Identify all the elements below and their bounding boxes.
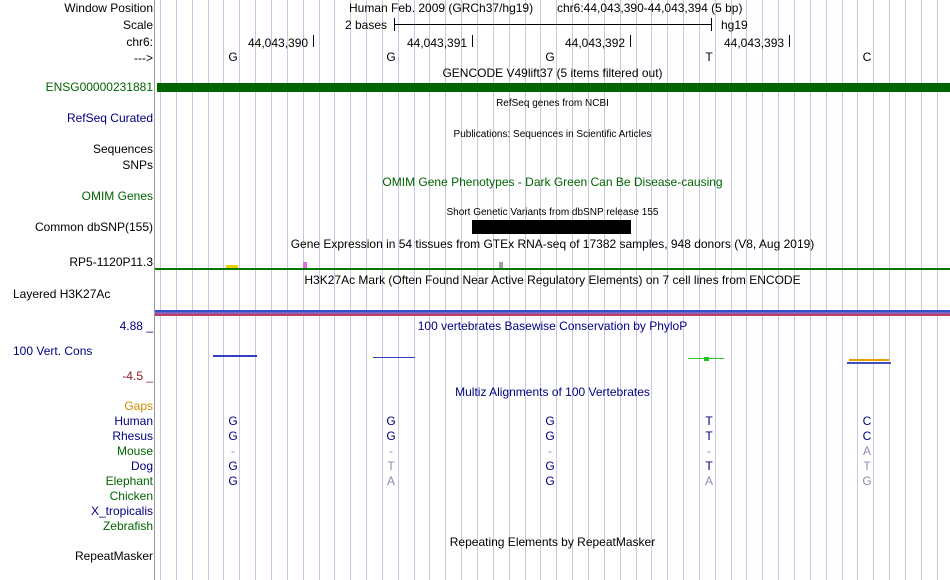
repeatmasker-label[interactable]: RepeatMasker bbox=[74, 549, 153, 563]
alignment-base: G bbox=[228, 429, 238, 443]
ensg-label[interactable]: ENSG00000231881 bbox=[45, 80, 153, 94]
snps-label[interactable]: SNPs bbox=[122, 158, 153, 172]
species-zebrafish-label: Zebrafish bbox=[102, 519, 153, 533]
h3k27ac-layer bbox=[155, 314, 950, 316]
alignment-base: T bbox=[863, 459, 871, 473]
phylop-title: 100 vertebrates Basewise Conservation by PhyloP bbox=[417, 319, 688, 333]
sequence-base: G bbox=[386, 50, 396, 64]
alignment-base: G bbox=[545, 414, 555, 428]
species-human-label: Human bbox=[114, 414, 153, 428]
alignment-base: T bbox=[705, 459, 713, 473]
h3k27ac-title: H3K27Ac Mark (Often Found Near Active Regulatory Elements) on 7 cell lines from ENCODE bbox=[304, 273, 801, 287]
species-xtropicalis-label: X_tropicalis bbox=[90, 504, 153, 518]
dbsnp-title: Short Genetic Variants from dbSNP release 155 bbox=[446, 207, 659, 218]
strand-label: ---> bbox=[134, 51, 153, 65]
dbsnp-label[interactable]: Common dbSNP(155) bbox=[34, 220, 153, 234]
window-position-label: Window Position bbox=[64, 1, 153, 15]
phylop-score bbox=[213, 355, 257, 357]
scale-bar-left-end bbox=[394, 18, 395, 31]
phylop-score bbox=[847, 362, 891, 364]
gtex-baseline bbox=[155, 268, 950, 270]
alignment-base: T bbox=[705, 414, 713, 428]
gtex-title: Gene Expression in 54 tissues from GTEx RNA-seq of 17382 samples, 948 donors (V8, Aug 2019) bbox=[290, 237, 815, 251]
coord-tick bbox=[630, 35, 631, 47]
scale-bases: 2 bases bbox=[345, 18, 388, 32]
ensg-gene-bar[interactable] bbox=[157, 83, 950, 92]
sequences-label[interactable]: Sequences bbox=[92, 142, 153, 156]
coord-label: 44,043,393 bbox=[724, 36, 785, 50]
alignment-base: C bbox=[862, 429, 872, 443]
scale-bar-right-end bbox=[711, 18, 712, 31]
coord-tick bbox=[472, 35, 473, 47]
species-chicken-label: Chicken bbox=[109, 489, 153, 503]
alignment-base: - bbox=[548, 444, 552, 458]
label-separator bbox=[154, 0, 155, 580]
alignment-base: G bbox=[386, 429, 396, 443]
alignment-base: - bbox=[707, 444, 711, 458]
refseq-title: RefSeq genes from NCBI bbox=[496, 98, 609, 109]
alignment-base: G bbox=[386, 414, 396, 428]
species-dog-label: Dog bbox=[130, 459, 153, 473]
cons-min-label: -4.5 _ bbox=[122, 369, 153, 383]
scale-label: Scale bbox=[122, 18, 153, 32]
alignment-base: A bbox=[704, 474, 713, 488]
phylop-score bbox=[704, 357, 709, 361]
alignment-base: T bbox=[387, 459, 395, 473]
coord-label: 44,043,391 bbox=[407, 36, 468, 50]
alignment-base: A bbox=[386, 474, 395, 488]
sequence-base: C bbox=[862, 50, 872, 64]
cons-max-label: 4.88 _ bbox=[119, 319, 153, 333]
scale-bar bbox=[394, 24, 712, 25]
alignment-base: - bbox=[389, 444, 393, 458]
assembly-text: Human Feb. 2009 (GRCh37/hg19) bbox=[349, 1, 534, 15]
cons-label[interactable]: 100 Vert. Cons bbox=[13, 344, 93, 358]
sequence-base: G bbox=[545, 50, 555, 64]
alignment-base: - bbox=[231, 444, 235, 458]
omim-title: OMIM Gene Phenotypes - Dark Green Can Be Disease-causing bbox=[382, 175, 723, 189]
phylop-score bbox=[849, 359, 889, 361]
refseq-label[interactable]: RefSeq Curated bbox=[66, 111, 153, 125]
species-elephant-label: Elephant bbox=[105, 474, 153, 488]
coord-label: 44,043,390 bbox=[248, 36, 309, 50]
publications-title: Publications: Sequences in Scientific Articles bbox=[453, 129, 652, 140]
scale-db: hg19 bbox=[721, 18, 748, 32]
alignment-base: G bbox=[228, 459, 238, 473]
chrom-label: chr6: bbox=[126, 35, 153, 49]
alignment-base: G bbox=[862, 474, 872, 488]
coord-label: 44,043,392 bbox=[565, 36, 626, 50]
sequence-base: T bbox=[705, 50, 713, 64]
sequence-base: G bbox=[228, 50, 238, 64]
species-mouse-label: Mouse bbox=[116, 444, 153, 458]
alignment-base: G bbox=[545, 459, 555, 473]
omim-label[interactable]: OMIM Genes bbox=[81, 189, 153, 203]
coord-tick bbox=[313, 35, 314, 47]
coord-tick bbox=[789, 35, 790, 47]
multiz-title: Multiz Alignments of 100 Vertebrates bbox=[455, 385, 650, 399]
alignment-base: T bbox=[705, 429, 713, 443]
h3k27ac-label[interactable]: Layered H3K27Ac bbox=[13, 287, 111, 301]
alignment-base: G bbox=[545, 474, 555, 488]
species-rhesus-label: Rhesus bbox=[112, 429, 153, 443]
position-text: chr6:44,043,390-44,043,394 (5 bp) bbox=[557, 1, 743, 15]
rp5-label[interactable]: RP5-1120P11.3 bbox=[69, 255, 153, 269]
alignment-base: G bbox=[228, 474, 238, 488]
alignment-base: G bbox=[545, 429, 555, 443]
alignment-base: G bbox=[228, 414, 238, 428]
phylop-score bbox=[373, 357, 415, 358]
alignment-base: A bbox=[862, 444, 871, 458]
gaps-label[interactable]: Gaps bbox=[124, 399, 153, 413]
dbsnp-variant[interactable] bbox=[472, 220, 631, 234]
alignment-base: C bbox=[862, 414, 872, 428]
repeatmasker-title: Repeating Elements by RepeatMasker bbox=[449, 535, 656, 549]
gencode-title: GENCODE V49lift37 (5 items filtered out) bbox=[442, 66, 663, 80]
